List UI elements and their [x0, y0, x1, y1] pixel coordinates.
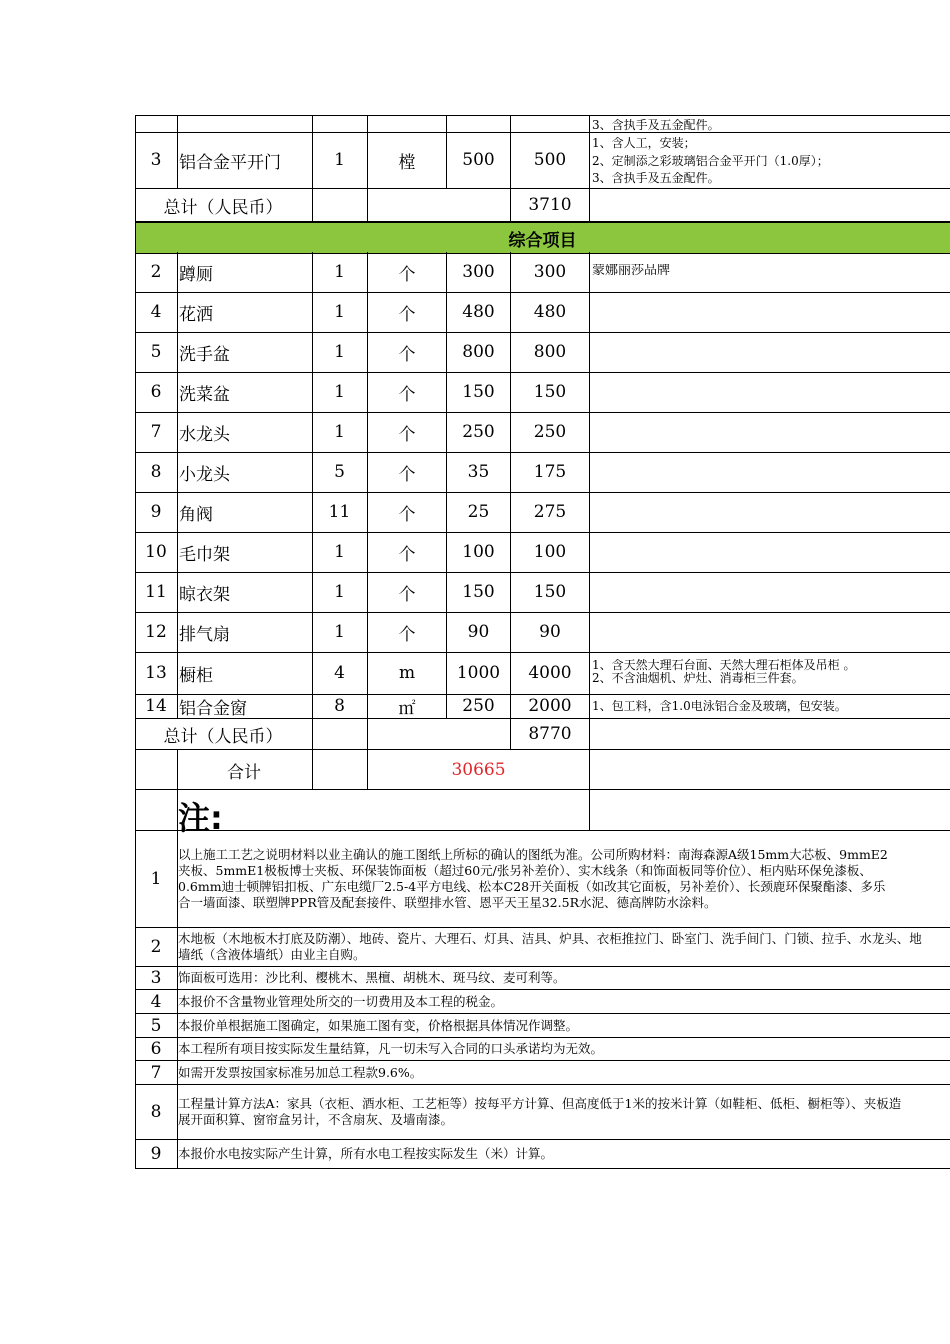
row-qty: 1: [334, 382, 345, 402]
row-amount: 175: [533, 462, 567, 482]
row-name: 毛巾架: [179, 544, 230, 565]
subtotal-value: 3710: [528, 195, 572, 215]
note-number: 9: [150, 1144, 162, 1164]
row-qty: 1: [334, 622, 345, 642]
row-price: 90: [467, 622, 490, 642]
row-name: 花洒: [179, 304, 213, 325]
row-qty: 1: [334, 542, 345, 562]
note-number: 6: [150, 1039, 162, 1059]
row-no: 12: [145, 622, 167, 642]
row-name: 铝合金窗: [179, 698, 247, 718]
subtotal-label: 总计（人民币）: [163, 726, 283, 747]
row-amount: 275: [533, 502, 567, 522]
note-text: 以上施工工艺之说明材料以业主确认的施工图纸上所标的确认的图纸为准。公司所购材料：南海森源A级15mm大芯板、9mmE2 夹板、5mmE1极板博士夹板、环保装饰面板（超过60元/张另补差价）、实木线条（和饰面板同等价位）、柜内贴环保免漆板、 0.6mm迪士顿牌铝扣板、广东电缆厂2.5-4平方电线、松本C28开关面板（如改其它面板，另补差价）、长颈鹿环保聚酯漆、多乐 合一墙面漆、联塑牌PPR管及配套接件、联塑排水管、恩平天王星32.5R水泥、德高牌防水涂料。: [178, 847, 888, 910]
row-amount: 4000: [528, 663, 572, 683]
row-no: 8: [150, 462, 162, 482]
row-price: 150: [462, 582, 495, 602]
row-qty: 1: [334, 422, 345, 442]
row-amount: 150: [533, 382, 567, 402]
row-unit: 个: [398, 384, 416, 405]
row-amount: 150: [533, 582, 567, 602]
note-text: 本工程所有项目按实际发生量结算，凡一切未写入合同的口头承诺均为无效。: [178, 1041, 604, 1056]
note-text: 饰面板可选用：沙比利、樱桃木、黑檀、胡桃木、斑马纹、麦可利等。: [178, 970, 566, 985]
row-name: 铝合金平开门: [179, 152, 281, 173]
row-name: 洗菜盆: [179, 384, 230, 405]
note-number: 8: [150, 1102, 162, 1122]
row-name: 橱柜: [179, 665, 213, 686]
row-name: 蹲厕: [179, 264, 213, 285]
row-amount: 90: [539, 622, 561, 642]
row-amount: 800: [533, 342, 567, 362]
row-no: 6: [150, 382, 162, 402]
subtotal-value: 8770: [528, 724, 572, 744]
row-note-line: 3、含执手及五金配件。: [592, 172, 720, 185]
row-unit: 个: [398, 264, 416, 285]
row-name: 小龙头: [179, 464, 230, 485]
row-unit: 个: [398, 304, 416, 325]
row-price: 300: [462, 262, 495, 282]
row-name: 角阀: [179, 504, 213, 525]
row-price: 250: [462, 422, 495, 442]
note-number: 5: [150, 1015, 162, 1036]
row-unit: 个: [398, 624, 416, 645]
row-qty: 1: [334, 262, 345, 282]
grand-total-value: 30665: [451, 760, 506, 780]
row-unit: ㎡: [398, 698, 416, 718]
row-no: 2: [150, 262, 162, 282]
row-no: 3: [150, 150, 162, 170]
note-number: 2: [150, 937, 162, 957]
row-no: 13: [145, 663, 167, 683]
note-number: 7: [150, 1062, 162, 1083]
row-amount: 250: [533, 422, 567, 442]
row-no: 7: [150, 422, 162, 442]
row-unit: 樘: [398, 152, 416, 173]
notes-title: 注:: [178, 799, 223, 837]
row-qty: 5: [334, 462, 345, 482]
subtotal-label: 总计（人民币）: [163, 197, 283, 218]
row-qty: 8: [334, 696, 345, 716]
note-number: 1: [150, 869, 162, 889]
row-no: 9: [150, 502, 162, 522]
row-unit: 个: [398, 544, 416, 565]
row-name: 水龙头: [179, 424, 230, 445]
row-note-line: 1、含人工，安装；: [592, 137, 696, 150]
row-name: 排气扇: [179, 624, 230, 645]
row-unit: m: [398, 663, 416, 683]
row-qty: 1: [334, 342, 345, 362]
row-qty: 4: [334, 663, 345, 683]
note-text: 木地板（木地板木打底及防潮）、地砖、瓷片、大理石、灯具、洁具、炉具、衣柜推拉门、卧室门、洗手间门、门锁、拉手、水龙头、地 墙纸（含液体墙纸）由业主自购。: [178, 931, 922, 962]
row-note: 1、包工料，含1.0电泳铝合金及玻璃，包安装。: [592, 700, 847, 713]
row-unit: 个: [398, 344, 416, 365]
row-amount: 100: [533, 542, 567, 562]
note-number: 4: [150, 991, 162, 1012]
row-amount: 500: [533, 150, 567, 170]
row-amount: 480: [533, 302, 567, 322]
row-unit: 个: [398, 424, 416, 445]
row-price: 25: [467, 502, 490, 522]
row-price: 480: [462, 302, 495, 322]
row-note: 1、含天然大理石台面、天然大理石柜体及吊柜 。 2、不含油烟机、炉灶、消毒柜三件套。: [592, 659, 856, 685]
row-price: 100: [462, 542, 495, 562]
row-name: 洗手盆: [179, 344, 230, 365]
row-price: 1000: [456, 663, 501, 683]
row-name: 晾衣架: [179, 584, 230, 605]
row-price: 35: [467, 462, 490, 482]
row-price: 250: [462, 696, 495, 716]
note-text: 本报价不含量物业管理处所交的一切费用及本工程的税金。: [178, 993, 504, 1009]
row-no: 14: [145, 696, 167, 716]
row-price: 150: [462, 382, 495, 402]
row-price: 800: [462, 342, 495, 362]
row-qty: 1: [334, 150, 345, 170]
row-no: 5: [150, 342, 162, 362]
row-price: 500: [462, 150, 495, 170]
row-note: 蒙娜丽莎品牌: [592, 264, 671, 277]
note-text: 如需开发票按国家标准另加总工程款9.6%。: [178, 1064, 423, 1080]
row-unit: 个: [398, 584, 416, 605]
row-amount: 300: [533, 262, 567, 282]
row-no: 10: [145, 542, 167, 562]
row-unit: 个: [398, 464, 416, 485]
note-text: 本报价单根据施工图确定，如果施工图有变，价格根据具体情况作调整。: [178, 1017, 579, 1033]
row-qty: 11: [328, 502, 351, 522]
section-banner: 综合项目: [135, 222, 950, 254]
row-unit: 个: [398, 504, 416, 525]
row-qty: 1: [334, 582, 345, 602]
note-text: 工程量计算方法A：家具（衣柜、酒水柜、工艺柜等）按每平方计算、但高度低于1米的按米计算（如鞋柜、低柜、橱柜等）、夹板造 展开面积算、窗帘盒另计，不含扇灰、及墙南漆。: [178, 1096, 902, 1127]
grand-total-label: 合计: [227, 762, 261, 783]
row-no: 4: [150, 302, 162, 322]
note-text: 本报价水电按实际产生计算，所有水电工程按实际发生（米）计算。: [178, 1146, 554, 1161]
row-note-line: 2、定制添之彩玻璃铝合金平开门（1.0厚）；: [592, 155, 829, 168]
row-no: 11: [145, 582, 167, 602]
note-number: 3: [150, 968, 162, 988]
row-qty: 1: [334, 302, 345, 322]
row-amount: 2000: [528, 696, 572, 716]
top-note: 3、含执手及五金配件。: [592, 119, 720, 132]
